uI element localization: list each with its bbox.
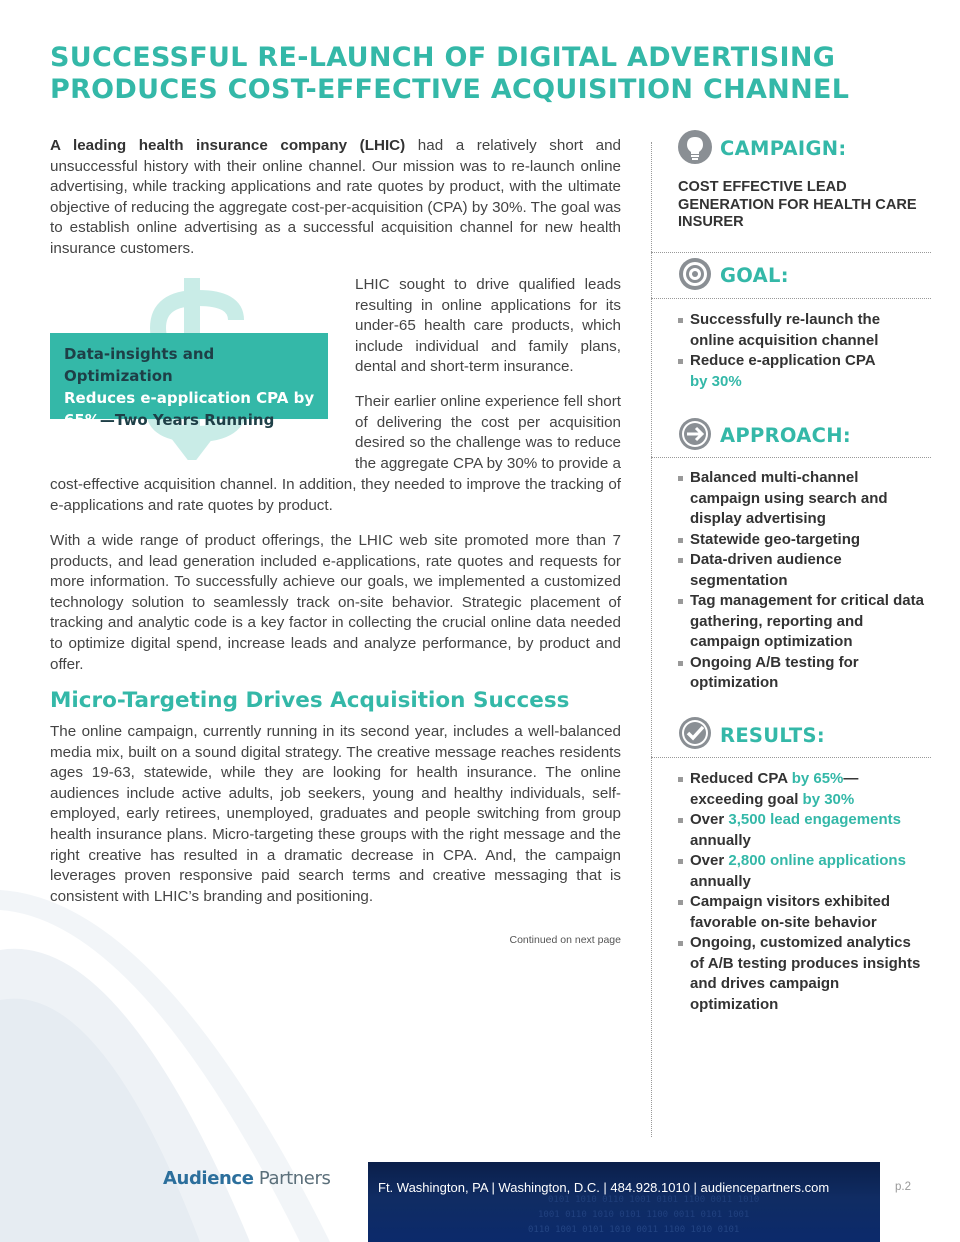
intro-paragraph bbox=[50, 136, 621, 260]
results-text: —exceeding goal bbox=[690, 770, 859, 808]
approach-item: Ongoing A/B testing for optimization bbox=[678, 653, 928, 694]
results-highlight: 2,800 online applications bbox=[728, 852, 906, 869]
paragraph-5: The online campaign, currently running in its second year, includes a well-balanced media mix, built on a sound digital strategy. The creative message reaches residents ages 19-63, statewide, while they are looking for health insurance. The online audiences include active adults, job seekers, young and healthy individuals, self-employed, early retirees, unemployed, graduates and people switching from group health insurance plans. Micro-targeting these groups with the right message and the right creative has resulted in a dramatic decrease in CPA. And, the campaign leverages proven responsive paid search terms and creative messaging that is consistent with LHIC’s branding and positioning. bbox=[50, 723, 621, 905]
results-item bbox=[678, 810, 928, 851]
results-highlight: by 30% bbox=[802, 790, 855, 808]
target-icon bbox=[678, 257, 712, 291]
logo-text-a: Audience bbox=[163, 1168, 254, 1189]
svg-text:1001 0110 1010 0101 1100 0011: 1001 0110 1010 0101 1100 0011 0101 1001 bbox=[538, 1210, 750, 1220]
svg-text:0110 1001 0101 1010 0011 1100: 0110 1001 0101 1010 0011 1100 1010 0101 bbox=[528, 1225, 740, 1235]
goal-list bbox=[678, 310, 928, 392]
logo-text-b: Partners bbox=[253, 1168, 331, 1189]
approach-item: Data-driven audience segmentation bbox=[678, 550, 928, 591]
goal-heading: GOAL: bbox=[720, 264, 789, 287]
paragraph-3: Their earlier online experience fell short of delivering the cost per acquisition desired so the challenge was to reduce the aggregate CPA by 30% to provide a bbox=[355, 393, 621, 472]
footer-contact: Ft. Washington, PA | Washington, D.C. | 484.928.1010 | audiencepartners.com bbox=[378, 1180, 830, 1195]
approach-item: Statewide geo-targeting bbox=[678, 530, 928, 551]
page-number: p.2 bbox=[895, 1181, 911, 1193]
svg-text:0101 1010 0110 1001 0101 1100: 0101 1010 0110 1001 0101 1100 0011 1010 bbox=[548, 1195, 760, 1205]
approach-item: Balanced multi-channel campaign using search and display advertising bbox=[678, 468, 928, 530]
continued-note: Continued on next page bbox=[509, 934, 621, 946]
title-line-2: PRODUCES COST-EFFECTIVE ACQUISITION CHANNEL bbox=[50, 74, 850, 105]
checkmark-icon bbox=[678, 716, 712, 750]
sidebar-divider-lower bbox=[651, 442, 652, 1137]
page-title bbox=[50, 42, 930, 106]
campaign-description: COST EFFECTIVE LEAD GENERATION FOR HEALTH CARE INSURER bbox=[678, 179, 917, 230]
goal-item: Successfully re-launch the online acquisition channel bbox=[678, 310, 928, 351]
approach-heading: APPROACH: bbox=[720, 424, 851, 447]
footer-bar bbox=[368, 1162, 880, 1242]
background-swoosh bbox=[0, 890, 380, 1242]
callout-text bbox=[64, 343, 322, 431]
goal-item-highlight: by 30% bbox=[690, 372, 742, 390]
approach-item: Tag management for critical data gathering, reporting and campaign optimization bbox=[678, 591, 928, 653]
goal-item bbox=[678, 351, 928, 392]
callout-line-2: Reduces e-application CPA by bbox=[64, 389, 315, 407]
results-list bbox=[678, 769, 928, 1015]
results-highlight: by 65% bbox=[791, 770, 844, 787]
results-heading: RESULTS: bbox=[720, 724, 825, 747]
sidebar-rule bbox=[651, 252, 931, 253]
results-text: annually bbox=[690, 831, 751, 849]
title-line-1: SUCCESSFUL RE-LAUNCH OF DIGITAL ADVERTISING bbox=[50, 42, 836, 73]
intro-bold: A leading health insurance company (LHIC) bbox=[50, 137, 406, 154]
results-highlight: 3,500 lead engagements bbox=[728, 811, 901, 828]
results-text: annually bbox=[690, 872, 751, 890]
results-item bbox=[678, 851, 928, 892]
results-item: Campaign visitors exhibited favorable on-site behavior bbox=[678, 892, 928, 933]
callout-line-1: Data-insights and Optimization bbox=[64, 345, 215, 385]
sidebar-rule bbox=[651, 298, 931, 299]
results-text: Reduced CPA bbox=[690, 770, 792, 787]
footer-binary-pattern bbox=[368, 1162, 880, 1242]
goal-item-text: Reduce e-application CPA bbox=[690, 352, 876, 369]
sidebar-divider bbox=[651, 142, 652, 440]
sidebar-rule bbox=[651, 457, 931, 458]
company-logo[interactable] bbox=[163, 1168, 330, 1189]
paragraph-2: LHIC sought to drive qualified leads resulting in online applications for its under-65 health care products, which include individual and family plans, dental and short-term insurance. bbox=[355, 276, 621, 376]
approach-list bbox=[678, 468, 928, 694]
results-item: Ongoing, customized analytics of A/B testing produces insights and drives campaign optimization bbox=[678, 933, 928, 1015]
callout-line-3: —Two Years Running bbox=[99, 411, 275, 429]
paragraph-4: With a wide range of product offerings, the LHIC web site promoted more than 7 products, and lead generation included e-applications, rate quotes and requests for more information. To successfully achieve our goals, we implemented a customized technology solution to seamlessly track on-site behavior. Strategic placement of tracking and analytic code is a key factor in collecting the crucial online data needed to optimize digital spend, increase leads and analyze performance, by product and offer. bbox=[50, 532, 621, 673]
paragraph-3-continued: cost-effective acquisition channel. In addition, they needed to improve the tracking of e-applications and rate quotes by product. bbox=[50, 476, 621, 514]
callout-highlight: 65% bbox=[64, 411, 100, 429]
campaign-heading: CAMPAIGN: bbox=[720, 137, 847, 160]
results-item bbox=[678, 769, 928, 810]
sidebar-rule bbox=[651, 757, 931, 758]
arrow-right-icon bbox=[678, 417, 712, 451]
lightbulb-icon bbox=[678, 130, 712, 164]
section-heading: Micro-Targeting Drives Acquisition Success bbox=[50, 688, 570, 713]
results-text: Over bbox=[690, 811, 729, 828]
intro-text: had a relatively short and unsuccessful history with their online channel. Our mission was to re-launch online advertising, while tracking applications and rate quotes by product, with the ultimate objective of reducing the aggregate cost-per-acquisition (CPA) by 30%. The goal was to establish online advertising as a successful acquisition channel for new health insurance customers. bbox=[50, 137, 621, 257]
results-text: Over bbox=[690, 852, 729, 869]
